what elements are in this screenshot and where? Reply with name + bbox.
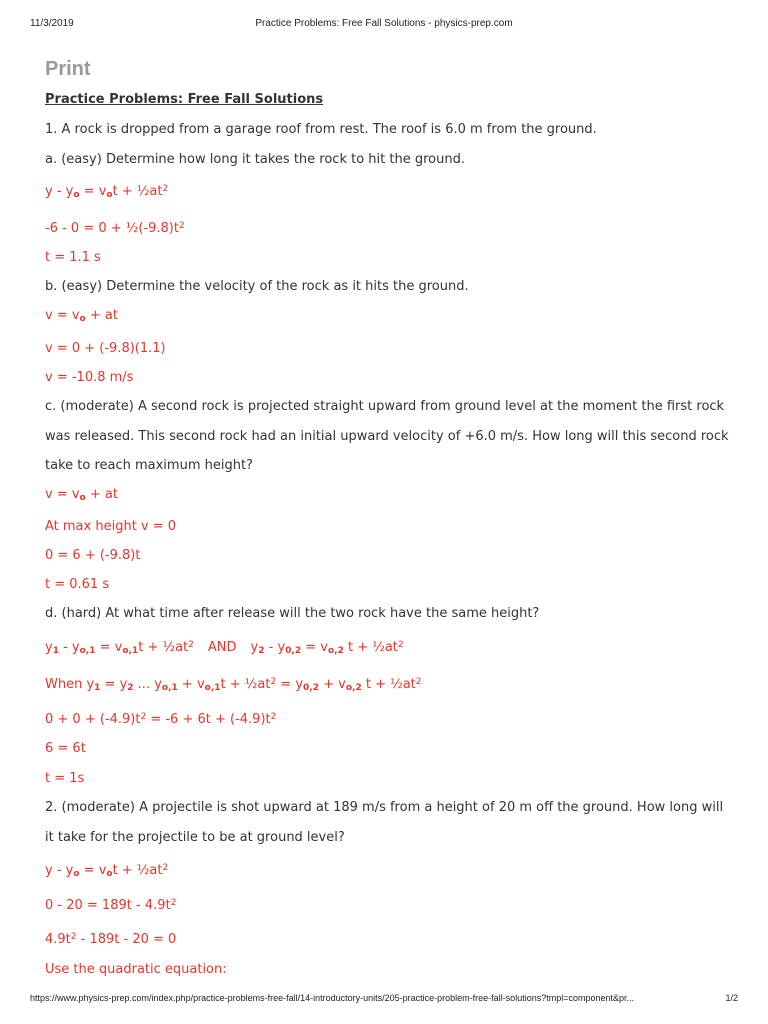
page-number: 1/2 (725, 993, 738, 1003)
problem-1d-equation-3: $0 + 0 + (-4.9)t^2 = -6 + 6t + (-4.9)t^2$ (45, 712, 277, 727)
problem-1d-equation-2: When $y_1 = y_2$ ... $y_{o,1} + v_{o,1}t$ + $\frac{1}{2}at^2 = y_{0,2} + v_{o,2}$ $t + \frac{1}{2}at^2$ (45, 677, 422, 693)
page-url: https://www.physics-prep.com/index.php/practice-problems-free-fall/14-introductory-units/205-practice-problem-free-fall-solutions?tmpl=component&pr... (30, 993, 635, 1003)
problem-1a-result: t = 1.1 s (45, 250, 101, 265)
page-title: Practice Problems: Free Fall Solutions (45, 92, 324, 107)
problem-1c-result: t = 0.61 s (45, 577, 110, 592)
problem-2-question-line-1: 2. (moderate) A projectile is shot upward at 189 m/s from a height of 20 m off the ground. How long will (45, 800, 724, 815)
problem-1c-equation-1: $v = v_o$ + at (45, 487, 118, 503)
problem-1a-question: a. (easy) Determine how long it takes the rock to hit the ground. (45, 152, 465, 167)
problem-1c-equation-3: 0 = 6 + (-9.8)t (45, 548, 141, 563)
problem-1b-question: b. (easy) Determine the velocity of the rock as it hits the ground. (45, 279, 469, 294)
problem-2-equation-1: $y - y_o = v_ot$ + $\frac{1}{2}at^2$ (45, 863, 169, 879)
problem-2-equation-4: Use the quadratic equation: (45, 962, 227, 977)
problem-1a-equation-1: $y - y_o = v_ot$ + $\frac{1}{2}at^2$ (45, 184, 169, 200)
problem-1d-equation-4: 6 = 6t (45, 741, 86, 756)
problem-1c-question-line-1: c. (moderate) A second rock is projected straight upward from ground level at the moment the first rock (45, 399, 725, 414)
problem-1b-equation-1: $v = v_o$ + at (45, 308, 118, 324)
problem-1d-question: d. (hard) At what time after release will the two rock have the same height? (45, 606, 540, 621)
print-label: Print (45, 58, 91, 80)
problem-1c-question-line-2: was released. This second rock had an initial upward velocity of +6.0 m/s. How long will this second rock (45, 429, 729, 444)
print-date: 11/3/2019 (30, 18, 74, 29)
problem-1a-equation-2: $-6 - 0 = 0 + \frac{1}{2}(-9.8)t^2$ (45, 221, 185, 236)
problem-1c-equation-2: At max height v = 0 (45, 519, 177, 534)
problem-1b-result: v = -10.8 m/s (45, 370, 134, 385)
problem-2-equation-3: $4.9t^2 - 189t - 20 = 0$ (45, 932, 177, 947)
problem-2-question-line-2: it take for the projectile to be at ground level? (45, 830, 345, 845)
page-header-title: Practice Problems: Free Fall Solutions - physics-prep.com (255, 18, 513, 29)
problem-2-equation-2: $0 - 20 = 189t - 4.9t^2$ (45, 898, 177, 913)
problem-1-statement: 1. A rock is dropped from a garage roof from rest. The roof is 6.0 m from the ground. (45, 122, 597, 137)
problem-1d-equation-1: $y_1 - y_{o,1} = v_{o,1}t$ + $\frac{1}{2}at^2$ AND $y_2 - y_{0,2} = v_{o,2}$ $t + \frac{1}{2}at^2$ (45, 640, 404, 656)
problem-1b-equation-2: v = 0 + (-9.8)(1.1) (45, 341, 166, 356)
problem-1c-question-line-3: take to reach maximum height? (45, 458, 253, 473)
problem-1d-result: t = 1s (45, 771, 85, 786)
